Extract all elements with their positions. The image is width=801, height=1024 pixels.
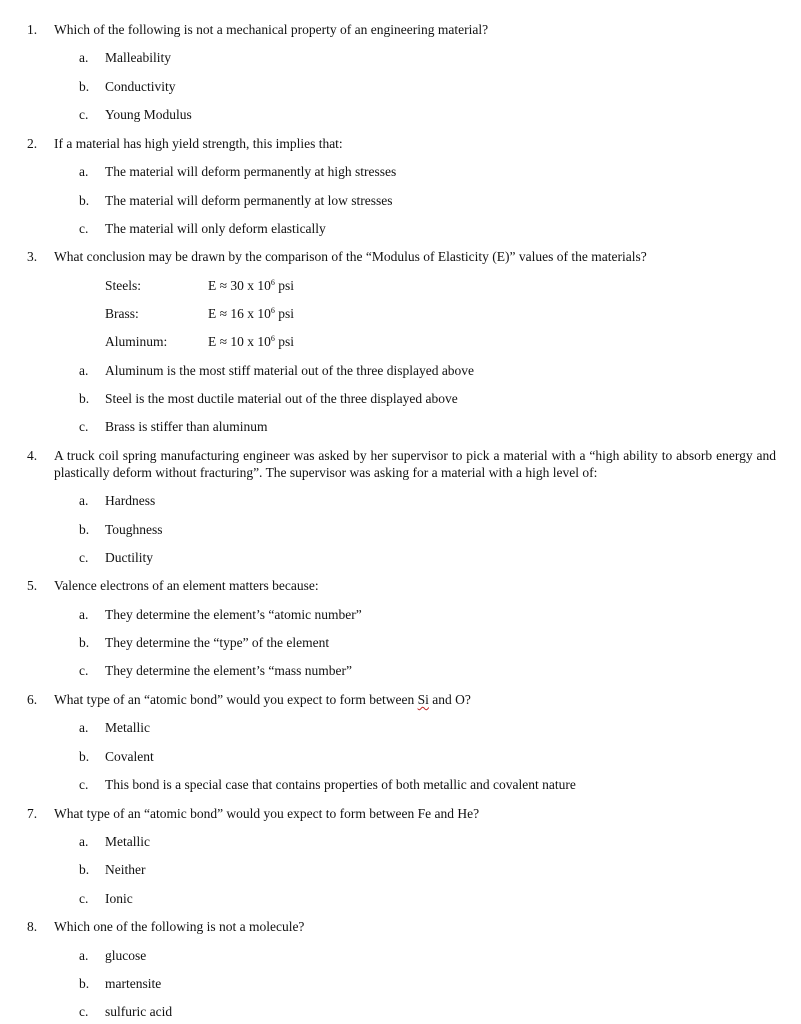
- option-text: Malleability: [105, 50, 171, 65]
- question-text: What type of an “atomic bond” would you expect to form between Si and O?: [54, 692, 471, 707]
- modulus-value: E ≈ 16 x $10^6$ psi: [208, 306, 295, 321]
- option-text: Hardness: [105, 493, 156, 508]
- modulus-value: E ≈ 30 x $10^6$ psi: [208, 278, 295, 293]
- question-text: Valence electrons of an element matters because:: [54, 578, 319, 593]
- option-letter: c.: [79, 1004, 89, 1019]
- option-text: glucose: [105, 948, 147, 963]
- spellcheck-underlined-word: Si: [417, 692, 429, 707]
- option-letter: b.: [79, 749, 90, 764]
- option-letter: c.: [79, 777, 89, 792]
- material-label: Steels:: [105, 278, 141, 293]
- option-text: Metallic: [105, 834, 150, 849]
- material-label: Aluminum:: [105, 334, 168, 349]
- option-letter: a.: [79, 50, 89, 65]
- option-letter: a.: [79, 363, 89, 378]
- option-text: Covalent: [105, 749, 154, 764]
- option-letter: b.: [79, 391, 90, 406]
- option-letter: a.: [79, 493, 89, 508]
- option-letter: b.: [79, 976, 90, 991]
- question-text: Which of the following is not a mechanical property of an engineering material?: [54, 22, 489, 37]
- option-letter: b.: [79, 193, 90, 208]
- option-letter: a.: [79, 607, 89, 622]
- option-text: sulfuric acid: [105, 1004, 173, 1019]
- option-text: They determine the element’s “mass number”: [105, 663, 353, 678]
- option-text: Young Modulus: [105, 107, 192, 122]
- option-text: Toughness: [105, 522, 163, 537]
- option-letter: a.: [79, 164, 89, 179]
- option-letter: a.: [79, 948, 89, 963]
- question-text: If a material has high yield strength, this implies that:: [54, 136, 343, 151]
- option-text: Metallic: [105, 720, 150, 735]
- option-letter: b.: [79, 79, 90, 94]
- option-text: The material will deform permanently at high stresses: [105, 164, 397, 179]
- question-text: Which one of the following is not a molecule?: [54, 919, 305, 934]
- question-number: 4.: [27, 448, 38, 463]
- option-text: The material will only deform elastically: [105, 221, 326, 236]
- option-text: The material will deform permanently at low stresses: [105, 193, 393, 208]
- option-text: Ductility: [105, 550, 153, 565]
- option-letter: c.: [79, 663, 89, 678]
- option-text: They determine the element’s “atomic number”: [105, 607, 362, 622]
- question-number: 8.: [27, 919, 38, 934]
- question-number: 2.: [27, 136, 38, 151]
- option-text: This bond is a special case that contains properties of both metallic and covalent nature: [105, 777, 576, 792]
- option-text: Steel is the most ductile material out of the three displayed above: [105, 391, 458, 406]
- option-letter: c.: [79, 550, 89, 565]
- option-letter: a.: [79, 834, 89, 849]
- option-text: martensite: [105, 976, 162, 991]
- question-text: What type of an “atomic bond” would you expect to form between Fe and He?: [54, 806, 480, 821]
- question-number: 3.: [27, 249, 38, 264]
- question-number: 5.: [27, 578, 38, 593]
- option-letter: c.: [79, 221, 89, 236]
- option-letter: b.: [79, 862, 90, 877]
- option-letter: c.: [79, 107, 89, 122]
- option-text: Aluminum is the most stiff material out of the three displayed above: [105, 363, 475, 378]
- question-number: 6.: [27, 692, 38, 707]
- question-number: 1.: [27, 22, 38, 37]
- option-text: Neither: [105, 862, 146, 877]
- question-text: What conclusion may be drawn by the comparison of the “Modulus of Elasticity (E)” values of the materials?: [54, 249, 647, 264]
- option-text: Brass is stiffer than aluminum: [105, 419, 268, 434]
- question-text: A truck coil spring manufacturing engineer was asked by her supervisor to pick a material with a “high ability to absorb energy and plastically deform without fracturing”. The supervisor was asking for a material with a high level of:: [54, 448, 776, 480]
- option-text: Ionic: [105, 891, 133, 906]
- option-letter: c.: [79, 891, 89, 906]
- modulus-value: E ≈ 10 x $10^6$ psi: [208, 334, 295, 349]
- question-number: 7.: [27, 806, 38, 821]
- option-letter: b.: [79, 522, 90, 537]
- material-label: Brass:: [105, 306, 139, 321]
- option-letter: a.: [79, 720, 89, 735]
- option-letter: b.: [79, 635, 90, 650]
- option-text: Conductivity: [105, 79, 176, 94]
- option-letter: c.: [79, 419, 89, 434]
- option-text: They determine the “type” of the element: [105, 635, 330, 650]
